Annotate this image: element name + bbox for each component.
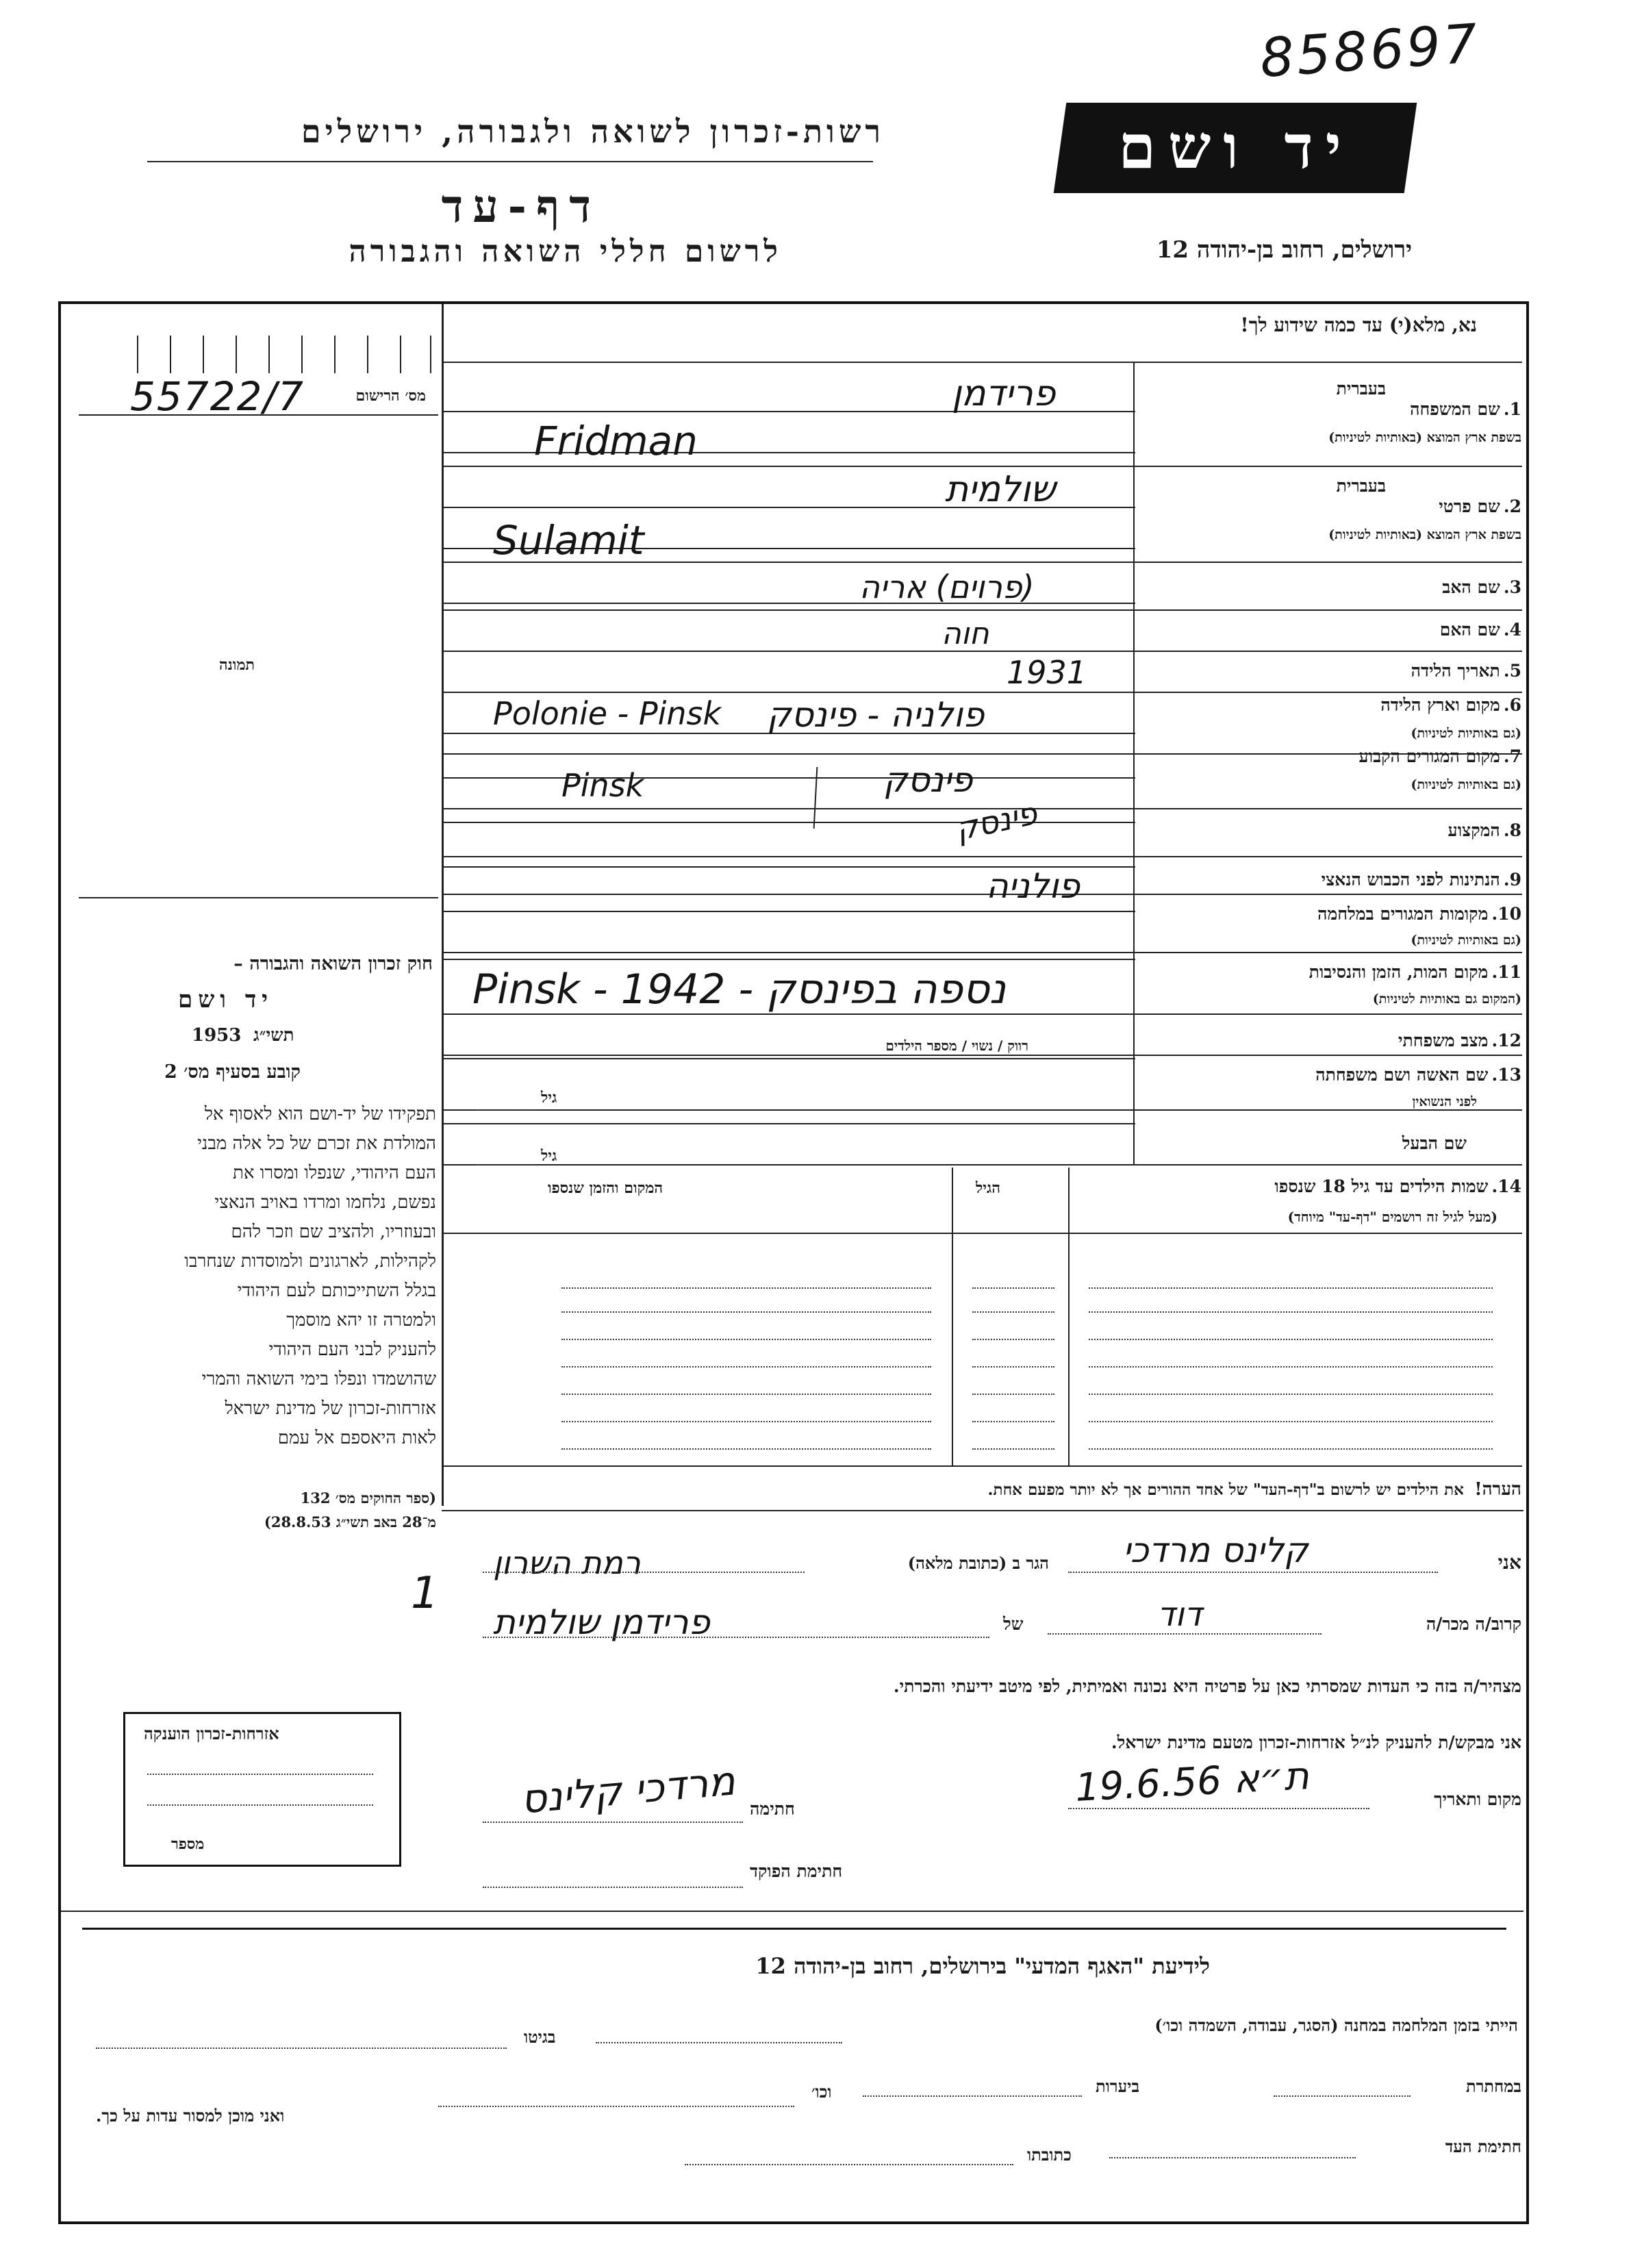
field-8-label: 8. המקצוע [1447,820,1521,840]
law-year: 1953 [192,1025,242,1046]
photo-label: תמונה [219,656,255,674]
field-1-value-latin[interactable]: Fridman [534,418,698,464]
field-13-age-label: גיל [541,1089,557,1107]
children-age-header: הגיל [976,1179,1000,1197]
label-column-divider [1133,363,1135,1164]
bottom-line-2-blank-1 [1274,2095,1411,2097]
of-label: של [1003,1614,1024,1634]
page-subtitle: לרשום חללי השואה והגבורה [349,234,782,269]
certificate-line-1 [147,1774,373,1775]
field-9-label: 9. הנתינות לפני הכבוש הנאצי [1321,870,1521,890]
header-address: ירושלים, רחוב בן-יהודה 12 [1156,236,1412,264]
file-number-value: 55722/7 [130,373,305,420]
of-value[interactable]: פרידמן שולמית [493,1602,710,1642]
note-bottom-line [442,1510,1523,1511]
relative-label: קרוב/ה מכר/ה [1426,1614,1521,1634]
law-text-9: להעניק לבני העם היהודי [268,1339,436,1360]
children-header-line [444,1233,1522,1234]
bottom-line-1a: הייתי בזמן המלחמה במחנה (הסגר, עבודה, השמדה וכו׳) [1154,2015,1518,2035]
ani-value[interactable]: קלינס מרדכי [1123,1530,1308,1570]
place-date-value[interactable]: ת״א 19.6.56 [1074,1754,1311,1811]
signature-label: חתימה [750,1799,795,1819]
field-6-value-latin[interactable]: Polonie - Pinsk [493,695,722,732]
relative-value[interactable]: דוד [1157,1596,1202,1634]
field-7-sub: (גם באותיות לטיניות) [1411,777,1521,792]
signature-value[interactable]: מרדכי קלינס [518,1757,737,1823]
field-13-sub: לפני הנשואין [1412,1094,1477,1109]
field-11-label: 11. מקום המות, הזמן והנסיבות [1308,962,1521,982]
children-divider-2 [952,1168,953,1465]
intro-divider [444,362,1522,363]
margin-mark: 1 [411,1568,439,1619]
field-1-label: 1. שם המשפחה [1410,399,1521,419]
bottom-line-2d: ואני מוכן למסור עדות על כך. [96,2106,285,2126]
field-12-options: רווק / נשוי / מספר הילדים [885,1037,1028,1054]
field-11-sub: (המקום גם באותיות לטיניות) [1372,992,1521,1007]
field-11-value[interactable]: נספה בפינסק - 1942 - Pinsk [472,966,1006,1013]
officer-line [483,1887,743,1888]
file-number-underline [79,414,438,416]
law-text-2: המולדת את זכרם של כל אלה מבני [197,1133,436,1154]
field-8-value[interactable]: פינסק [952,794,1041,848]
field-2-value-latin[interactable]: Sulamit [493,517,644,564]
photo-area-bottom [79,897,438,898]
bottom-line-2c: וכו׳ [811,2082,832,2102]
children-label: 14. שמות הילדים עד גיל 18 שנספו [1274,1176,1521,1196]
field-13-label: 13. שם האשה ושם משפחתה [1315,1065,1521,1085]
field-1-lang: בעברית [1336,379,1386,399]
law-title: חוק זכרון השואה והגבורה – [233,953,433,974]
field-2-lang: בעברית [1336,476,1386,496]
document-number: 858697 [1258,12,1482,90]
bottom-line-2-blank-2 [863,2095,1082,2097]
bottom-line-2a: במחתרת [1465,2076,1521,2096]
officer-label: חתימת הפוקד [750,1861,843,1881]
law-text-12: לאות היאספם אל עמם [277,1428,436,1448]
field-1-sub: בשפת ארץ המוצא (באותיות לטיניות) [1328,430,1521,445]
field-5-label: 5. תאריך הלידה [1411,661,1521,681]
residing-label: הגר ב (כתובת מלאה) [907,1553,1049,1573]
law-org: יד ושם [178,986,274,1013]
certificate-line-2 [147,1804,373,1806]
law-text-1: תפקידו של יד-ושם הוא לאסוף אל [204,1104,436,1124]
field-4-label: 4. שם האם [1439,620,1521,640]
bottom-line-2-blank-3 [438,2106,794,2107]
law-text-11: אזרחות-זכרון של מדינת ישראל [225,1398,436,1419]
law-text-6: לקהילות, לארגונים ולמוסדות שנחרבו [184,1251,436,1272]
law-text-10: שהושמדו ונפלו בימי השואה והמרי [201,1369,436,1389]
field-6-label: 6. מקום וארץ הלידה [1380,695,1521,715]
bottom-line-1b: בגיטו [524,2027,556,2047]
place-date-line [1068,1808,1369,1809]
certificate-title: אזרחות-זכרון הוענקה [144,1724,279,1743]
bottom-line-1-blank [596,2042,842,2043]
organization-line: רשות-זכרון לשואה ולגבורה, ירושלים [301,113,885,150]
husband-label: שם הבעל [1402,1133,1467,1153]
declaration-line-2: אני מבקש/ת להעניק לנ״ל אזרחות-זכרון מטעם מדינת ישראל. [1111,1732,1521,1752]
field-5-value[interactable]: 1931 [1007,654,1087,691]
children-sub: (מעל לגיל זה רושמים "דף-עד" מיוחד) [1287,1209,1497,1225]
law-text-7: בגלל השתייכותם לעם היהודי [237,1281,436,1301]
field-1-value-hebrew[interactable]: פרידמן [952,373,1056,414]
law-text-4: נפשם, נלחמו ומרדו באויב הנאצי [214,1192,436,1213]
law-text-3: העם היהודי, שנפלו ומסרו את [233,1163,436,1183]
husband-age-line [476,1164,534,1166]
field-7-value-latin[interactable]: Pinsk [561,767,644,804]
page-title: דף-עד [441,179,600,233]
ani-line [1068,1572,1438,1573]
bottom-line-3a: חתימת העד [1445,2137,1521,2156]
file-number-label: מס׳ הרישום [355,387,426,405]
law-clause: קובע בסעיף מס׳ 2 [164,1061,301,1083]
bottom-section-divider-outer [61,1911,1523,1912]
bottom-line-3-blank-1 [1109,2157,1356,2158]
husband-age-label: גיל [541,1147,557,1165]
intro-text: נא, מלא(י) עד כמה שידוע לך! [1240,314,1477,336]
children-place-header: המקום והזמן שנספו [548,1179,663,1197]
law-text-5: ובעוזריו, ולהציב שם וזכר להם [231,1222,436,1242]
field-6-sub: (גם באותיות לטיניות) [1411,726,1521,741]
organization-underline [147,161,873,162]
bottom-line-3-blank-2 [685,2164,1013,2165]
field-2-sub: בשפת ארץ המוצא (באותיות לטיניות) [1328,527,1521,542]
field-4-value[interactable]: חוה [941,616,989,651]
residing-value[interactable]: רמת השרון [493,1544,641,1581]
declaration-line-1: מצהיר/ה בזה כי העדות שמסרתי כאן על פרטיה היא נכונה ואמיתית, לפי מיטב ידיעתי והכרתי. [893,1676,1521,1696]
residing-line [483,1572,805,1573]
field-12-label: 12. מצב משפחתי [1398,1031,1521,1050]
field-13-age-line [476,1109,534,1111]
bottom-title: לידיעת "האגף המדעי" בירושלים, רחוב בן-יהודה 12 [755,1953,1210,1979]
law-date: מ־28 באב תשי״ג 28.8.53) [264,1513,436,1530]
bottom-line-2b: ביערות [1096,2076,1140,2096]
of-line [483,1637,989,1638]
law-text-8: ולמטרה זו יהא מוסמך [286,1310,436,1331]
law-reference: (ספר החוקים מס׳ 132 [300,1489,436,1507]
children-bottom-line [444,1465,1522,1467]
note: הערה! את הילדים יש לרשום ב"דף-העד" של אחד ההורים אך לא יותר מפעם אחת. [987,1479,1521,1500]
law-year-hebrew: תשי״ג [253,1025,294,1046]
field-6-value[interactable]: פולניה - פינסק [767,695,985,735]
field-2-value-hebrew[interactable]: שולמית [945,469,1056,510]
field-7-value[interactable]: פינסק [883,760,973,800]
file-number-ticks [137,336,431,377]
left-column-divider [442,304,444,1506]
place-date-label: מקום ותאריך [1434,1789,1521,1809]
bottom-line-3b: כתובתו [1027,2145,1072,2165]
certificate-number-label: מספר [171,1835,205,1853]
logo-text: יד ושם [1118,111,1354,182]
field-2-label: 2. שם פרטי [1439,496,1521,516]
children-divider-1 [1068,1168,1070,1465]
signature-line [483,1822,743,1823]
field-3-label: 3. שם האב [1442,577,1521,597]
field-10-label: 10. מקומות המגורים במלחמה [1317,904,1521,924]
ani-label: אני [1497,1551,1521,1574]
field-10-sub: (גם באותיות לטיניות) [1411,933,1521,948]
field-9-value[interactable]: פולניה [986,866,1080,906]
bottom-line-1-blank-2 [96,2048,507,2049]
field-7-label: 7. מקום המגורים הקבוע [1358,746,1521,766]
relative-line [1048,1633,1322,1635]
field-3-value[interactable]: (פרוים) אריה [859,568,1035,605]
